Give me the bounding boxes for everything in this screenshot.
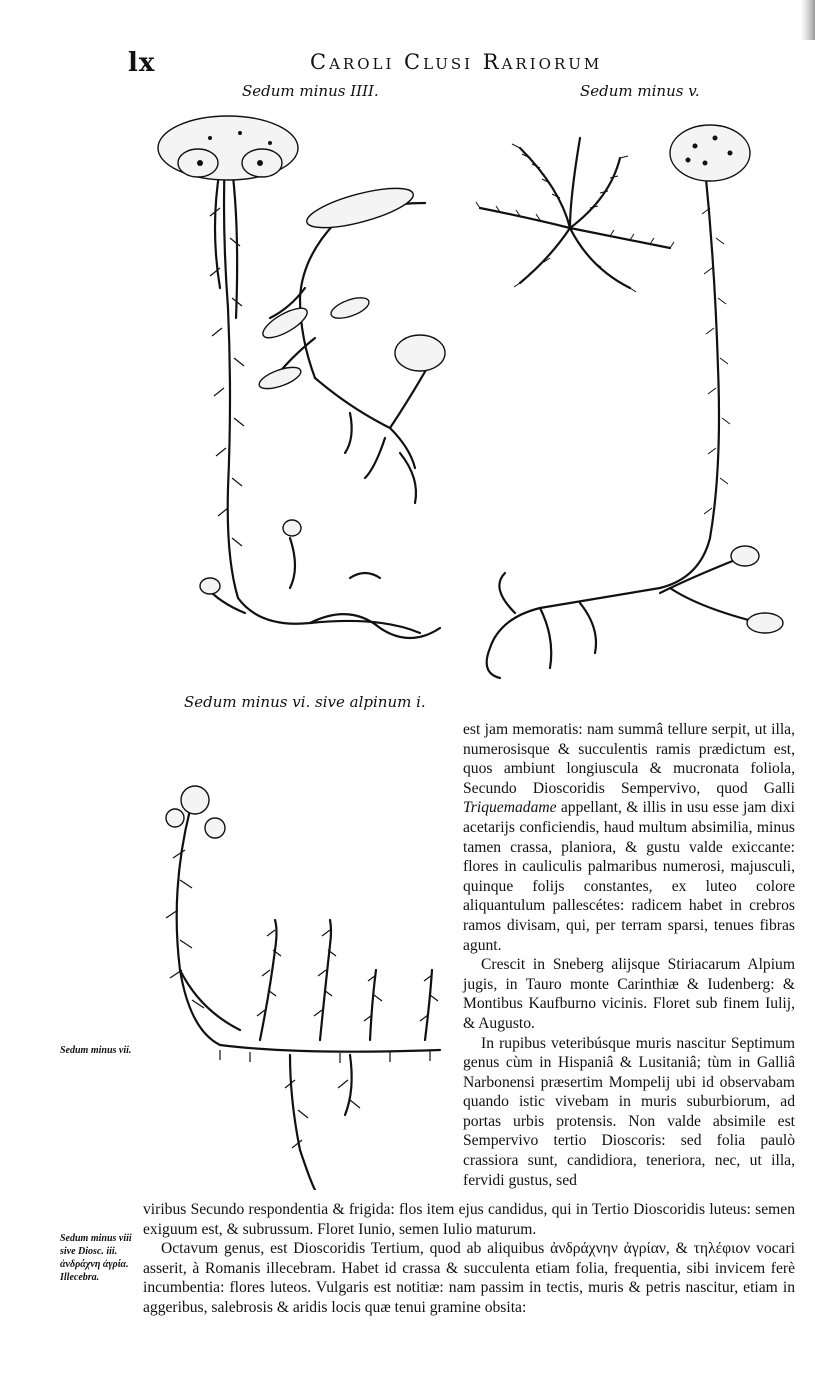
paragraph-description: est jam memoratis: nam summâ tellure serpit, ut illa, numerosisque & succulentis ramis prædictum est, quos ambiunt longiuscula & mucronata foliola, Secundo Dioscoridis Sempervivo, quod Galli Triquemadame appellant, & illis in usu esse jam dixi acetarijs conficiendis, haud multum absimilia, minus tamen crassa, planiora, & gustu valde exiccante: flores in cauliculis palmaribus numerosi, majusculi, quinque folijs constantes, ex luteo colore aliquantulum pallescétes: radicem habet in crebros ramos divisam, qui, per terram sparsi, tenues fibras agunt. [463, 721, 795, 954]
paragraph-habitat: Crescit in Sneberg alijsque Stiriacarum Alpium jugis, in Tauro monte Carinthiæ & Iudenberg: & Montibus Kaufburno vicinis. Floret sub finem Iulij, & Augusto. [463, 956, 795, 1032]
text-column-right [463, 720, 795, 1190]
page-edge-stain [801, 0, 815, 40]
caption-sedum-5: Sedum minus v. [580, 82, 700, 100]
paragraph-octavum: Octavum genus, est Dioscoridis Tertium, quod ab aliquibus ἀνδράχνην ἀγρίαν, & τηλέφιον vocari asserit, à Romanis illecebram. Habet id crassa & succulenta etiam folia, frequentia, sibi invicem ferè incumbentia: flores luteos. Vulgaris est notitiæ: nam passim in tectis, muris & petris nascitur, etiam in aggeribus, salebrosis & aridis locis quæ tenui gramine obsita: [143, 1240, 795, 1316]
paragraph-septimum: In rupibus veteribúsque muris nascitur Septimum genus cùm in Hispaniâ & Lusitaniâ; tùm in Galliâ Narbonensi præsertim Mompelij ubi id observabam quando istic vivebam in muris suburbiorum, ad portas urbis protensis. Non valde absimile est Sempervivo tertio Dioscoris: sed folia paulò crassiora sunt, candidiora, teneriora, nec, ut illa, fervidi gustus, sed [463, 1034, 795, 1189]
margin-note-sedum-8: Sedum minus viii sive Diosc. iii. ἀνδράχνη ἀγρία. Illecebra. [60, 1233, 132, 1283]
sedum-5-illustration [460, 108, 790, 688]
margin-note-sedum-7: Sedum minus vii. [60, 1045, 132, 1056]
running-head: Caroli Clusi Rariorum [310, 50, 603, 74]
sedum-6-illustration [140, 770, 470, 1190]
page-number: lx [128, 48, 156, 78]
text-full-width [143, 1200, 795, 1318]
caption-sedum-6: Sedum minus vi. sive alpinum i. [184, 693, 426, 711]
caption-sedum-4: Sedum minus IIII. [242, 82, 379, 100]
sedum-4-illustration [150, 108, 460, 658]
paragraph-viribus: viribus Secundo respondentia & frigida: flos item ejus candidus, qui in Tertio Dioscoridis luteus: semen exiguum est, & subrussum. Floret Iunio, semen Iulio maturum. [143, 1201, 795, 1238]
